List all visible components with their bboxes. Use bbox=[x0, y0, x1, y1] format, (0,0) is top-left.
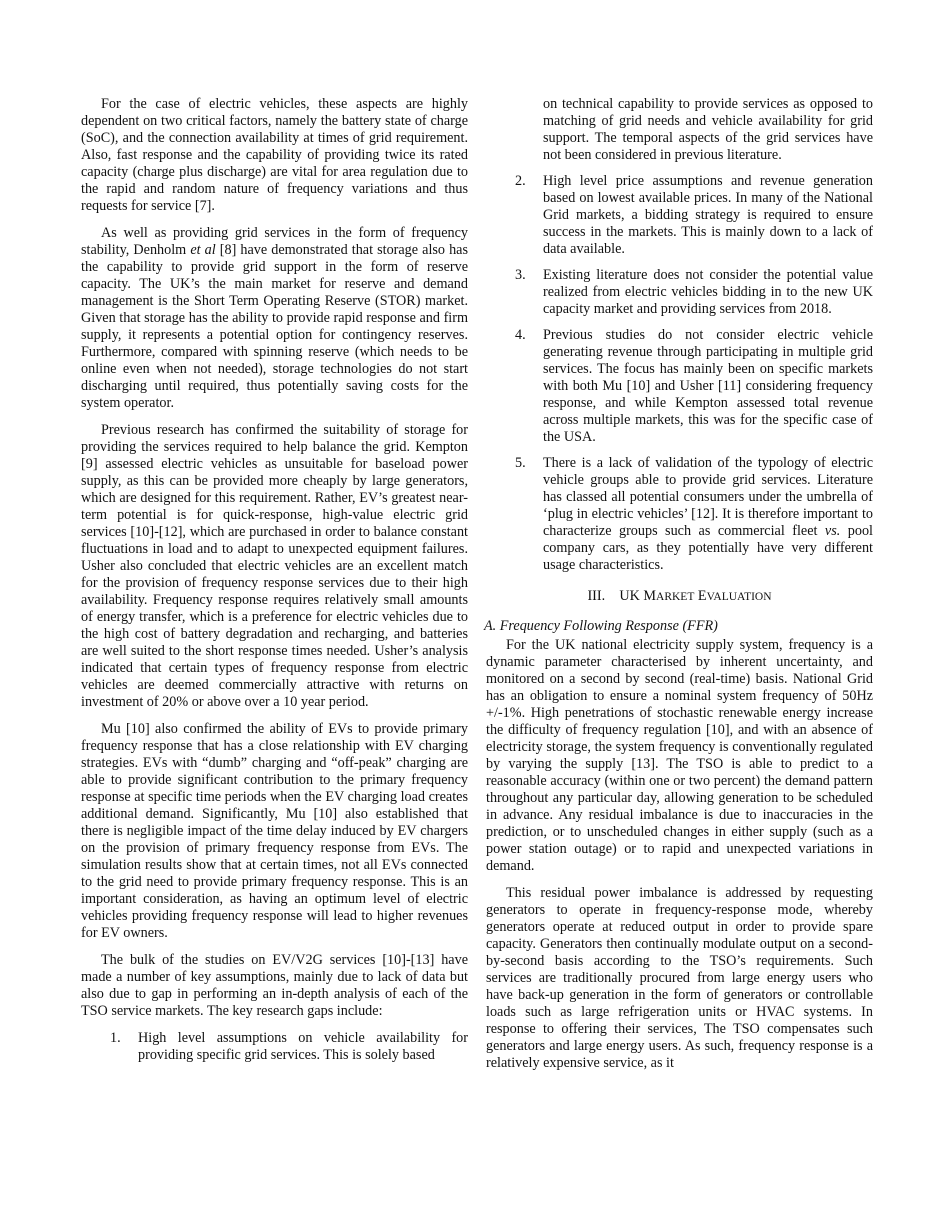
research-gap-text: Previous studies do not consider electric vehicle generating revenue through participating in multiple grid services. The focus has mainly been on specific markets with both Mu [10] and Usher [11] considering frequency response, and while Kempton assessed total revenue across multiple markets, this was for the specific case of the USA. bbox=[543, 327, 873, 445]
left-column bbox=[81, 96, 468, 1074]
section-numeral: III. bbox=[587, 588, 606, 604]
gap-5-text-before: There is a lack of validation of the typology of electric vehicle groups able to provide grid services. Literature has classed all potential consumers under the umbrella of ‘plug in electric vehicles’ [12]. It is therefore important to characterize groups such as commercial fleet bbox=[543, 455, 873, 539]
section-title-K: K bbox=[629, 588, 640, 604]
gap-5-vs: vs. bbox=[824, 523, 841, 539]
section-title-U: U bbox=[619, 588, 630, 604]
research-gap-number: 4. bbox=[515, 327, 526, 343]
research-gap-text: High level price assumptions and revenue generation based on lowest available prices. In many of the National Grid markets, a bidding strategy is required to ensure success in the markets. This is mainly down to a lack of data available. bbox=[543, 173, 873, 257]
section-heading bbox=[486, 588, 873, 606]
section-title-arket: ARKET bbox=[656, 591, 695, 603]
research-gap-number: 2. bbox=[515, 173, 526, 189]
denholm-text-after: [8] have demonstrated that storage also has the capability to provide grid support in the form of reserve capacity. The UK’s the main market for reserve and demand management is the Short Term Operating Reserve (STOR) market. Given that storage has the ability to provide rapid response and firm supply, it represents a potential option for contingency reserves. Furthermore, compared with spinning reserve (which needs to be online even when not needed), storage technologies do not start discharging until required, thus potentially saving costs for the system operator. bbox=[81, 242, 469, 411]
research-gap-item-2 bbox=[486, 173, 873, 258]
research-gaps-list-continued bbox=[486, 96, 873, 574]
section-title-E: E bbox=[697, 588, 707, 604]
research-gap-number: 3. bbox=[515, 267, 526, 283]
research-gap-item-4 bbox=[486, 327, 873, 446]
research-gap-item-1-continued bbox=[486, 96, 873, 164]
research-gap-text bbox=[543, 455, 873, 573]
paragraph-uk-frequency: For the UK national electricity supply system, frequency is a dynamic parameter characterised by inherent uncertainty, and monitored on a second by second (real-time) basis. National Grid has an obligation to ensure a nominal system frequency of 50Hz +/-1%. High penetrations of stochastic renewable energy increase the difficulty of frequency regulation [10], and with an absence of electricity storage, the system frequency is conventionally regulated by varying the supply [13]. The TSO is able to predict to a reasonable accuracy (within one or two percent) the demand pattern throughout any particular day, allowing generation to be scheduled in advance. Any residual imbalance is due to inaccuracies in the prediction, or to unscheduled changes in either supply (such as a power station outage) or to rapid and unexpected variations in demand. bbox=[486, 637, 873, 874]
research-gap-number: 1. bbox=[110, 1030, 121, 1046]
right-column bbox=[486, 96, 873, 1082]
paragraph-research-gaps-intro: The bulk of the studies on EV/V2G services [10]-[13] have made a number of key assumptions, mainly due to lack of data but also due to gap in performing an in-depth analysis of each of the TSO service markets. The key research gaps include: bbox=[81, 952, 468, 1019]
paragraph-previous-research: Previous research has confirmed the suitability of storage for providing the services required to help balance the grid. Kempton [9] assessed electric vehicles as unsuitable for baseload power supply, as this can be provided more cheaply by large generators, which are designed for this requirement. Rather, EV’s greatest near-term potential is for quick-response, high-value electric grid services [10]-[12], which are purchased in order to balance constant fluctuations in load and to adapt to unexpected equipment failures. Usher also concluded that electric vehicles are an excellent match for the provision of frequency response services due to their high availability. Frequency response requires relatively small amounts of energy transfer, which is a preference for electric vehicles due to the high cost of battery degradation and recharging, and batteries are well suited to the short response times needed. Usher’s analysis indicated that certain types of frequency response from electric vehicles are deemed commercially attractive with returns on investment of 20% or above over a 10 year period. bbox=[81, 422, 468, 710]
subsection-heading: A. Frequency Following Response (FFR) bbox=[484, 618, 718, 634]
research-gap-number: 5. bbox=[515, 455, 526, 471]
section-title-valuation: VALUATION bbox=[706, 591, 772, 603]
research-gap-text: on technical capability to provide services as opposed to matching of grid needs and vehicle availability for grid support. The temporal aspects of the grid services have not been considered in previous literature. bbox=[543, 96, 873, 163]
research-gaps-list-start bbox=[81, 1030, 468, 1064]
paragraph-mu-frequency: Mu [10] also confirmed the ability of EVs to provide primary frequency response that has a close relationship with EV charging strategies. EVs with “dumb” charging and “off-peak” charging are able to provide significant contribution to the primary frequency response at specific time periods when the EV charging load creates additional demand. Significantly, Mu [10] also established that there is negligible impact of the time delay induced by EV chargers on the provision of primary frequency response from EVs. The simulation results show that at certain times, not all EVs connected to the grid need to provide primary frequency response. This is an important consideration, as having an optimum level of electric vehicles providing frequency response will lead to higher revenues for EV owners. bbox=[81, 721, 468, 941]
paragraph-residual-imbalance: This residual power imbalance is addressed by requesting generators to operate in frequency-response mode, whereby generators operate at reduced output in order to provide spare capacity. Generators then continually modulate output on a second-by-second basis according to the TSO’s requirements. Such services are traditionally procured from large energy users who have back-up generation in the form of generators or controllable loads such as large refrigeration units or HVAC systems. In response to offering their services, The TSO compensates such generators and large energy users. As such, frequency response is a relatively expensive service, as it bbox=[486, 885, 873, 1071]
denholm-text-before: As well as providing grid services in the form of frequency stability, Denholm bbox=[81, 225, 468, 258]
denholm-et-al: et al bbox=[190, 242, 216, 258]
research-gap-text: High level assumptions on vehicle availability for providing specific grid services. This is solely based bbox=[138, 1030, 468, 1063]
paragraph-ev-aspects: For the case of electric vehicles, these aspects are highly dependent on two critical factors, namely the battery state of charge (SoC), and the connection availability at times of grid requirement. Also, fast response and the capability of providing twice its rated capacity (charge plus discharge) are vital for area regulation due to the rapid and random nature of frequency variations and thus requests for service [7]. bbox=[81, 96, 468, 214]
paragraph-denholm-reserve bbox=[81, 225, 468, 412]
section-title-M: M bbox=[643, 588, 657, 604]
research-gap-text: Existing literature does not consider the potential value realized from electric vehicles bidding in to the new UK capacity market and providing services from 2018. bbox=[543, 267, 873, 317]
research-gap-item-3 bbox=[486, 267, 873, 318]
research-gap-item-1 bbox=[81, 1030, 468, 1064]
gap-5-text-after: pool company cars, as they potentially have very different usage characteristics. bbox=[543, 523, 873, 573]
research-gap-item-5 bbox=[486, 455, 873, 574]
